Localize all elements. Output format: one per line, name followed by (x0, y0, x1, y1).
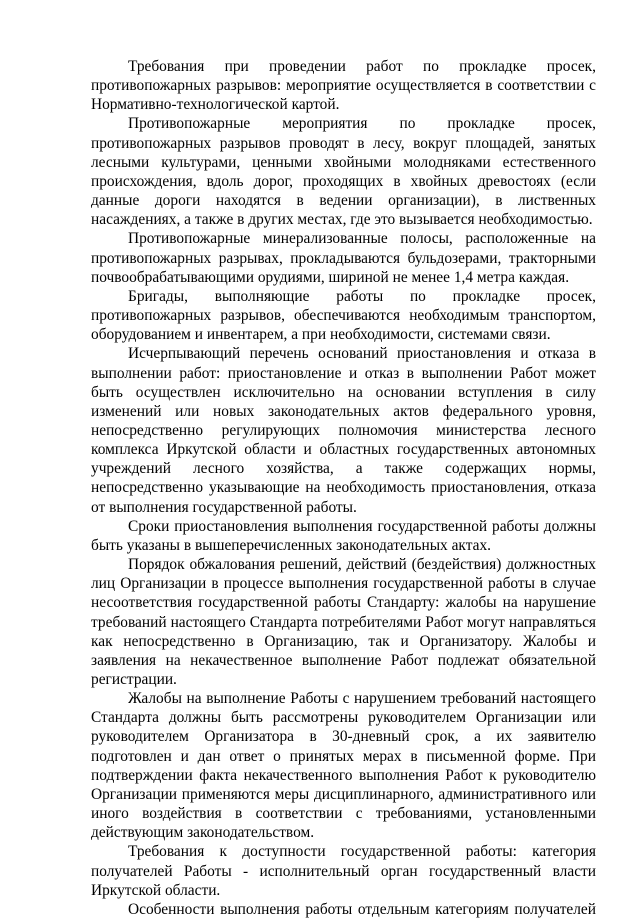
paragraph-mineralized-strips: Противопожарные минерализованные полосы, расположенные на противопожарных разрывах, прокладываются бульдозерами, тракторными почвообрабатывающими орудиями, шириной не менее 1,4 метра каждая. (91, 230, 596, 286)
document-body (91, 57, 596, 919)
paragraph-suspension-terms: Сроки приостановления выполнения государственной работы должны быть указаны в вышеперечисленных законодательных актах. (91, 517, 596, 554)
paragraph-special-categories: Особенности выполнения работы отдельным категориям получателей (128, 900, 596, 918)
paragraph-complaint-review: Жалобы на выполнение Работы с нарушением требований настоящего Стандарта должны быть рассмотрены руководителем Организации или руководителем Организатора в 30-дневный срок, а их заявителю подготовлен и дан ответ о принятых мерах в письменной форме. При подтверждении факта некачественного выполнения Работ к руководителю Организации применяются меры дисциплинарного, административного или иного воздействия в соответствии с требованиями, установленными действующим законодательством. (91, 690, 596, 842)
paragraph-clearing-requirements: Требования при проведении работ по прокладке просек, противопожарных разрывов: мероприятие осуществляется в соответствии с Нормативно-технологической картой. (91, 58, 596, 114)
paragraph-work-crews: Бригады, выполняющие работы по прокладке просек, противопожарных разрывов, обеспечиваются необходимым транспортом, оборудованием и инвентарем, а при необходимости, системами связи. (91, 287, 596, 344)
paragraph-accessibility-requirements: Требования к доступности государственной работы: категория получателей Работы - исполнительный орган государственный власти Иркутской области. (91, 843, 596, 899)
paragraph-fire-prevention-measures: Противопожарные мероприятия по прокладке просек, противопожарных разрывов проводят в лесу, вокруг площадей, занятых лесными культурами, ценными хвойными молодняками естественного происхождения, вдоль дорог, проходящих в хвойных древостоях (если данные дороги находятся в ведении организации), в лиственных насаждениях, а также в других местах, где это вызывается необходимостью. (91, 115, 596, 229)
paragraph-suspension-grounds: Исчерпывающий перечень оснований приостановления и отказа в выполнении работ: приостановление и отказ в выполнении Работ может быть осуществлен исключительно на основании вступления в силу изменений или новых законодательных актов федерального уровня, непосредственно регулирующих полномочия министерства лесного комплекса Иркутской области и областных государственных автономных учреждений лесного хозяйства, а также содержащих нормы, непосредственно указывающие на необходимость приостановления, отказа от выполнения государственной работы. (91, 345, 596, 516)
paragraph-appeal-procedure: Порядок обжалования решений, действий (бездействия) должностных лиц Организации в процессе выполнения государственной работы в случае несоответствия государственной работы Стандарту: жалобы на нарушение требований настоящего Стандарта потребителями Работ могут направляться как непосредственно в Организацию, так и Организатору. Жалобы и заявления на некачественное выполнение Работ подлежат обязательной регистрации. (91, 556, 596, 688)
